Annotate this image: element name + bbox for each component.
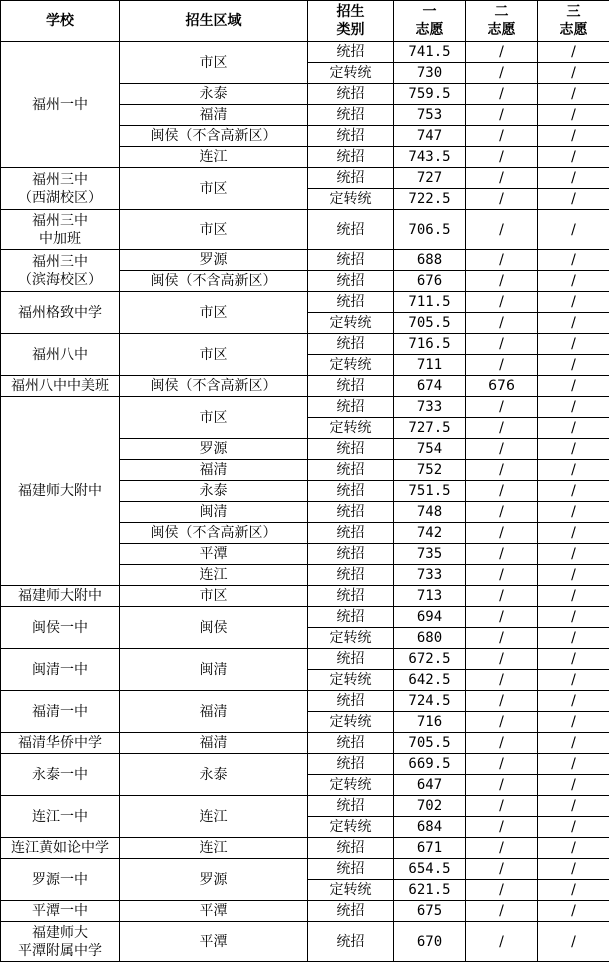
first-choice-cell: 702 [394, 796, 466, 817]
type-cell: 统招 [308, 210, 394, 250]
school-cell [1, 733, 120, 754]
first-choice-cell: 669.5 [394, 754, 466, 775]
table-row [1, 250, 609, 271]
first-choice-cell: 676 [394, 271, 466, 292]
third-choice-cell: / [538, 502, 609, 523]
first-choice-cell: 671 [394, 838, 466, 859]
first-choice-cell: 735 [394, 544, 466, 565]
third-choice-cell: / [538, 355, 609, 376]
region-cell: 福清 [120, 460, 308, 481]
second-choice-cell: / [466, 859, 538, 880]
region-cell: 市区 [120, 586, 308, 607]
school-name-line: 福州八中 [32, 346, 88, 363]
second-choice-cell: / [466, 565, 538, 586]
third-choice-cell: / [538, 126, 609, 147]
table-row [1, 922, 609, 962]
first-choice-cell: 748 [394, 502, 466, 523]
third-choice-cell: / [538, 376, 609, 397]
third-choice-cell: / [538, 147, 609, 168]
type-cell: 统招 [308, 250, 394, 271]
school-cell [1, 796, 120, 838]
school-cell [1, 376, 120, 397]
school-cell [1, 586, 120, 607]
school-name-line: 福建师大附中 [18, 588, 102, 604]
third-choice-cell: / [538, 481, 609, 502]
first-choice-cell: 753 [394, 105, 466, 126]
region-cell: 闽清 [120, 502, 308, 523]
type-cell: 统招 [308, 376, 394, 397]
school-name-line: 福州一中 [32, 96, 88, 113]
region-cell: 连江 [120, 796, 308, 838]
type-cell: 统招 [308, 126, 394, 147]
region-cell: 罗源 [120, 859, 308, 901]
first-choice-cell: 747 [394, 126, 466, 147]
table-row [1, 607, 609, 628]
third-choice-cell: / [538, 670, 609, 691]
type-cell: 定转统 [308, 418, 394, 439]
table-row [1, 42, 609, 63]
third-choice-cell: / [538, 775, 609, 796]
school-cell [1, 649, 120, 691]
second-choice-cell: / [466, 628, 538, 649]
first-choice-cell: 716.5 [394, 334, 466, 355]
second-choice-cell: / [466, 292, 538, 313]
type-cell: 统招 [308, 649, 394, 670]
third-choice-cell: / [538, 439, 609, 460]
type-cell: 统招 [308, 481, 394, 502]
region-cell: 闽清 [120, 649, 308, 691]
second-choice-cell: / [466, 796, 538, 817]
school-cell [1, 292, 120, 334]
third-choice-cell: / [538, 42, 609, 63]
second-choice-cell: / [466, 481, 538, 502]
table-row [1, 754, 609, 775]
school-name-line: 中加班 [39, 230, 81, 247]
type-cell: 统招 [308, 754, 394, 775]
school-name-line: 罗源一中 [32, 871, 88, 888]
header-third-choice: 三 志愿 [538, 1, 609, 42]
second-choice-cell: / [466, 649, 538, 670]
third-choice-cell: / [538, 334, 609, 355]
school-cell [1, 691, 120, 733]
second-choice-cell: / [466, 733, 538, 754]
second-choice-cell: / [466, 168, 538, 189]
third-choice-cell: / [538, 313, 609, 334]
region-cell: 闽侯（不含高新区） [120, 523, 308, 544]
region-cell: 福清 [120, 105, 308, 126]
school-cell [1, 859, 120, 901]
first-choice-cell: 733 [394, 397, 466, 418]
school-name-line: 福清华侨中学 [18, 735, 102, 751]
school-name-line: 闽侯一中 [32, 619, 88, 636]
third-choice-cell: / [538, 880, 609, 901]
second-choice-cell: / [466, 607, 538, 628]
table-row [1, 649, 609, 670]
first-choice-cell: 716 [394, 712, 466, 733]
first-choice-cell: 724.5 [394, 691, 466, 712]
region-cell: 市区 [120, 42, 308, 84]
type-cell: 统招 [308, 796, 394, 817]
region-cell: 市区 [120, 168, 308, 210]
table-row [1, 397, 609, 418]
table-row [1, 691, 609, 712]
third-choice-cell: / [538, 817, 609, 838]
third-choice-cell: / [538, 418, 609, 439]
type-cell: 定转统 [308, 628, 394, 649]
third-choice-cell: / [538, 859, 609, 880]
third-choice-cell: / [538, 189, 609, 210]
third-choice-cell: / [538, 712, 609, 733]
first-choice-cell: 751.5 [394, 481, 466, 502]
type-cell: 统招 [308, 292, 394, 313]
third-choice-cell: / [538, 271, 609, 292]
table-row [1, 859, 609, 880]
type-cell: 定转统 [308, 880, 394, 901]
type-cell: 统招 [308, 460, 394, 481]
region-cell: 闽侯（不含高新区） [120, 126, 308, 147]
type-cell: 统招 [308, 271, 394, 292]
first-choice-cell: 754 [394, 439, 466, 460]
first-choice-cell: 705.5 [394, 313, 466, 334]
region-cell: 平潭 [120, 544, 308, 565]
type-cell: 统招 [308, 691, 394, 712]
third-choice-cell: / [538, 754, 609, 775]
third-choice-cell: / [538, 649, 609, 670]
school-cell [1, 250, 120, 292]
school-name-line: （西湖校区） [18, 189, 102, 206]
table-row [1, 796, 609, 817]
first-choice-cell: 672.5 [394, 649, 466, 670]
type-cell: 定转统 [308, 670, 394, 691]
third-choice-cell: / [538, 565, 609, 586]
region-cell: 平潭 [120, 901, 308, 922]
school-name-line: 连江黄如论中学 [11, 840, 109, 856]
third-choice-cell: / [538, 796, 609, 817]
first-choice-cell: 722.5 [394, 189, 466, 210]
second-choice-cell: 676 [466, 376, 538, 397]
type-cell: 统招 [308, 334, 394, 355]
type-cell: 统招 [308, 901, 394, 922]
second-choice-cell: / [466, 439, 538, 460]
second-choice-cell: / [466, 189, 538, 210]
table-row [1, 733, 609, 754]
type-cell: 统招 [308, 105, 394, 126]
school-cell [1, 42, 120, 168]
first-choice-cell: 706.5 [394, 210, 466, 250]
type-cell: 统招 [308, 84, 394, 105]
first-choice-cell: 647 [394, 775, 466, 796]
second-choice-cell: / [466, 460, 538, 481]
first-choice-cell: 694 [394, 607, 466, 628]
second-choice-cell: / [466, 838, 538, 859]
second-choice-cell: / [466, 880, 538, 901]
third-choice-cell: / [538, 105, 609, 126]
school-cell [1, 607, 120, 649]
type-cell: 定转统 [308, 189, 394, 210]
second-choice-cell: / [466, 271, 538, 292]
region-cell: 闽侯（不含高新区） [120, 271, 308, 292]
third-choice-cell: / [538, 544, 609, 565]
first-choice-cell: 642.5 [394, 670, 466, 691]
third-choice-cell: / [538, 397, 609, 418]
third-choice-cell: / [538, 838, 609, 859]
first-choice-cell: 621.5 [394, 880, 466, 901]
table-row [1, 586, 609, 607]
header-type: 招生 类别 [308, 1, 394, 42]
type-cell: 统招 [308, 397, 394, 418]
second-choice-cell: / [466, 586, 538, 607]
table-row [1, 292, 609, 313]
header-second-choice: 二 志愿 [466, 1, 538, 42]
second-choice-cell: / [466, 84, 538, 105]
table-row [1, 901, 609, 922]
first-choice-cell: 733 [394, 565, 466, 586]
type-cell: 统招 [308, 922, 394, 962]
type-cell: 统招 [308, 859, 394, 880]
second-choice-cell: / [466, 334, 538, 355]
first-choice-cell: 705.5 [394, 733, 466, 754]
region-cell: 永泰 [120, 84, 308, 105]
type-cell: 定转统 [308, 63, 394, 84]
third-choice-cell: / [538, 168, 609, 189]
school-cell [1, 754, 120, 796]
school-name-line: 平潭一中 [32, 903, 88, 919]
header-region: 招生区域 [120, 1, 308, 42]
first-choice-cell: 752 [394, 460, 466, 481]
region-cell: 市区 [120, 397, 308, 439]
school-cell [1, 922, 120, 962]
region-cell: 市区 [120, 334, 308, 376]
type-cell: 统招 [308, 565, 394, 586]
second-choice-cell: / [466, 712, 538, 733]
third-choice-cell: / [538, 691, 609, 712]
table-row [1, 376, 609, 397]
first-choice-cell: 727.5 [394, 418, 466, 439]
second-choice-cell: / [466, 63, 538, 84]
first-choice-cell: 713 [394, 586, 466, 607]
region-cell: 罗源 [120, 439, 308, 460]
school-name-line: 福州三中 [32, 253, 88, 270]
first-choice-cell: 730 [394, 63, 466, 84]
first-choice-cell: 711.5 [394, 292, 466, 313]
school-name-line: 福州格致中学 [18, 304, 102, 321]
region-cell: 市区 [120, 210, 308, 250]
second-choice-cell: / [466, 670, 538, 691]
first-choice-cell: 711 [394, 355, 466, 376]
type-cell: 统招 [308, 607, 394, 628]
region-cell: 永泰 [120, 481, 308, 502]
type-cell: 定转统 [308, 817, 394, 838]
region-cell: 连江 [120, 838, 308, 859]
region-cell: 福清 [120, 733, 308, 754]
second-choice-cell: / [466, 126, 538, 147]
header-first-choice: 一 志愿 [394, 1, 466, 42]
second-choice-cell: / [466, 817, 538, 838]
first-choice-cell: 741.5 [394, 42, 466, 63]
type-cell: 统招 [308, 523, 394, 544]
third-choice-cell: / [538, 523, 609, 544]
table-body [1, 42, 609, 962]
first-choice-cell: 654.5 [394, 859, 466, 880]
type-cell: 统招 [308, 502, 394, 523]
school-cell [1, 838, 120, 859]
table-row [1, 168, 609, 189]
school-name-line: 福建师大附中 [18, 483, 102, 499]
table-row [1, 210, 609, 250]
second-choice-cell: / [466, 544, 538, 565]
third-choice-cell: / [538, 607, 609, 628]
second-choice-cell: / [466, 42, 538, 63]
first-choice-cell: 727 [394, 168, 466, 189]
region-cell: 罗源 [120, 250, 308, 271]
second-choice-cell: / [466, 775, 538, 796]
first-choice-cell: 684 [394, 817, 466, 838]
header-school: 学校 [1, 1, 120, 42]
second-choice-cell: / [466, 210, 538, 250]
second-choice-cell: / [466, 105, 538, 126]
second-choice-cell: / [466, 523, 538, 544]
region-cell: 闽侯（不含高新区） [120, 376, 308, 397]
school-name-line: 连江一中 [32, 808, 88, 825]
first-choice-cell: 742 [394, 523, 466, 544]
third-choice-cell: / [538, 84, 609, 105]
school-name-line: 福州三中 [32, 171, 88, 188]
type-cell: 定转统 [308, 775, 394, 796]
school-name-line: 福州八中中美班 [11, 378, 109, 394]
second-choice-cell: / [466, 397, 538, 418]
third-choice-cell: / [538, 922, 609, 962]
school-cell [1, 210, 120, 250]
third-choice-cell: / [538, 63, 609, 84]
third-choice-cell: / [538, 250, 609, 271]
third-choice-cell: / [538, 292, 609, 313]
second-choice-cell: / [466, 502, 538, 523]
school-name-line: 闽清一中 [32, 661, 88, 678]
third-choice-cell: / [538, 586, 609, 607]
type-cell: 定转统 [308, 355, 394, 376]
third-choice-cell: / [538, 460, 609, 481]
school-name-line: 福清一中 [32, 703, 88, 720]
second-choice-cell: / [466, 901, 538, 922]
region-cell: 闽侯 [120, 607, 308, 649]
region-cell: 福清 [120, 691, 308, 733]
region-cell: 平潭 [120, 922, 308, 962]
second-choice-cell: / [466, 147, 538, 168]
type-cell: 统招 [308, 147, 394, 168]
first-choice-cell: 675 [394, 901, 466, 922]
school-name-line: 福建师大 [32, 924, 88, 941]
type-cell: 统招 [308, 439, 394, 460]
first-choice-cell: 670 [394, 922, 466, 962]
region-cell: 连江 [120, 147, 308, 168]
second-choice-cell: / [466, 418, 538, 439]
second-choice-cell: / [466, 754, 538, 775]
type-cell: 定转统 [308, 313, 394, 334]
type-cell: 统招 [308, 42, 394, 63]
first-choice-cell: 674 [394, 376, 466, 397]
first-choice-cell: 680 [394, 628, 466, 649]
school-cell [1, 334, 120, 376]
header-row [1, 1, 609, 42]
type-cell: 统招 [308, 733, 394, 754]
second-choice-cell: / [466, 250, 538, 271]
type-cell: 定转统 [308, 712, 394, 733]
type-cell: 统招 [308, 586, 394, 607]
school-name-line: 永泰一中 [32, 766, 88, 783]
third-choice-cell: / [538, 733, 609, 754]
region-cell: 连江 [120, 565, 308, 586]
school-cell [1, 168, 120, 210]
second-choice-cell: / [466, 355, 538, 376]
type-cell: 统招 [308, 168, 394, 189]
third-choice-cell: / [538, 628, 609, 649]
second-choice-cell: / [466, 922, 538, 962]
first-choice-cell: 759.5 [394, 84, 466, 105]
type-cell: 统招 [308, 838, 394, 859]
second-choice-cell: / [466, 691, 538, 712]
school-cell [1, 397, 120, 586]
school-name-line: 平潭附属中学 [18, 942, 102, 959]
table-row [1, 838, 609, 859]
first-choice-cell: 688 [394, 250, 466, 271]
school-name-line: （滨海校区） [18, 271, 102, 288]
region-cell: 永泰 [120, 754, 308, 796]
table-row [1, 334, 609, 355]
region-cell: 市区 [120, 292, 308, 334]
third-choice-cell: / [538, 901, 609, 922]
first-choice-cell: 743.5 [394, 147, 466, 168]
second-choice-cell: / [466, 313, 538, 334]
school-name-line: 福州三中 [32, 212, 88, 229]
school-cell [1, 901, 120, 922]
type-cell: 统招 [308, 544, 394, 565]
third-choice-cell: / [538, 210, 609, 250]
